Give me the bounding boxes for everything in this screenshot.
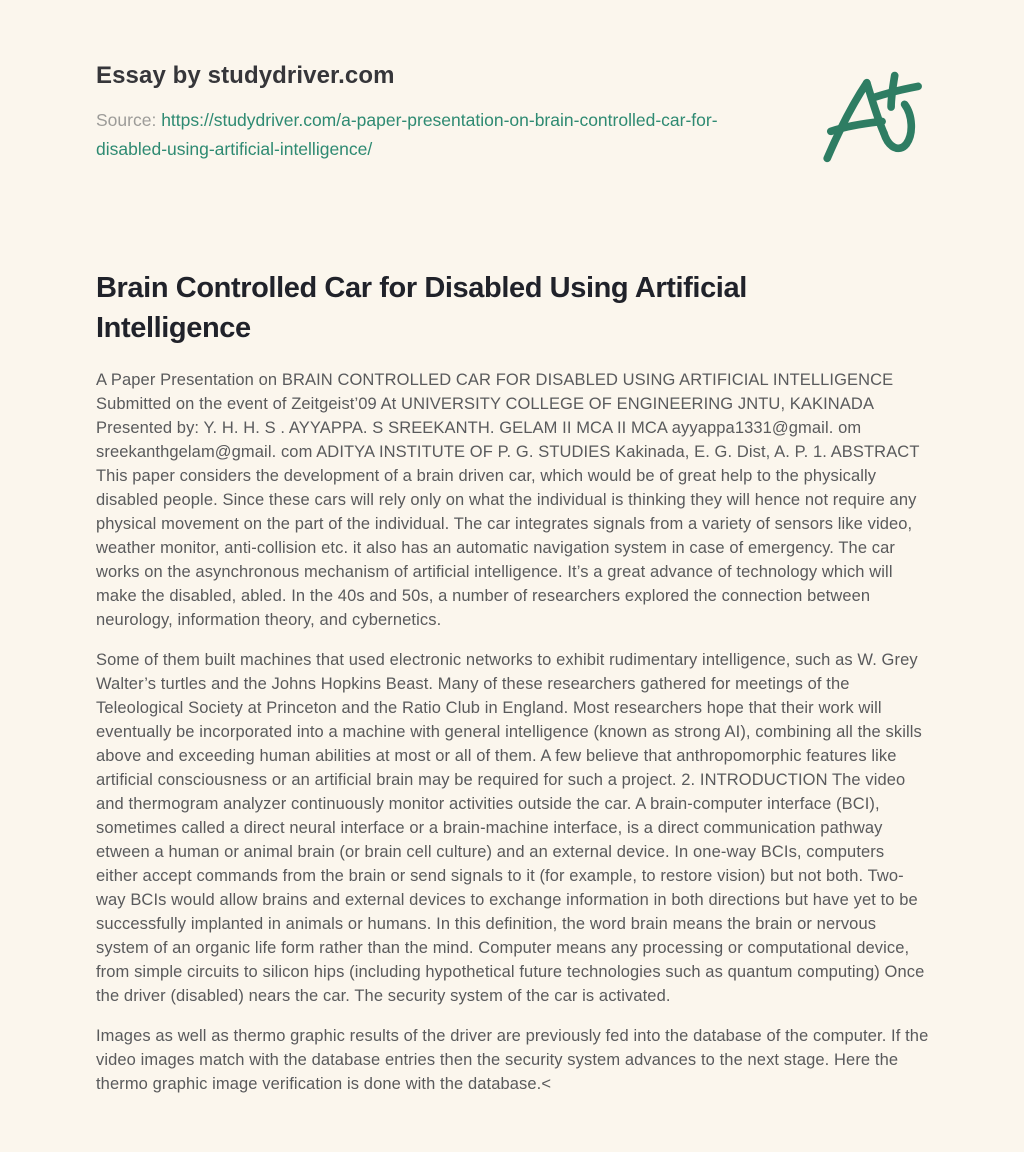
a-plus-logo-icon — [820, 62, 928, 180]
article-body — [96, 368, 930, 1096]
source-label: Source: — [96, 110, 157, 130]
header-text-block — [96, 62, 736, 164]
article-paragraph-3: Images as well as thermo graphic results of the driver are previously fed into the database of the computer. If the video images match with the database entries then the security system advances to the next stage. Here the thermo graphic image verification is done with the database.< — [96, 1027, 929, 1093]
article-title: Brain Controlled Car for Disabled Using Artificial Intelligence — [96, 272, 747, 344]
article-paragraph-1: A Paper Presentation on BRAIN CONTROLLED CAR FOR DISABLED USING ARTIFICIAL INTELLIGENCE Submitted on the event of Zeitgeist’09 At UNIVERSITY COLLEGE OF ENGINEERING JNTU, KAKINADA Presented by: Y. H. H. S . AYYAPPA. S SREEKANTH. GELAM II MCA II MCA ayyappa1331@gmail. om sreekanthgelam@gmail. com ADITYA INSTITUTE OF P. G. STUDIES Kakinada, E. G. Dist, A. P. 1. ABSTRACT This paper considers the development of a brain driven car, which would be of great help to the physically disabled people. Since these cars will rely only on what the individual is thinking they will hence not require any physical movement on the part of the individual. The car integrates signals from a variety of sensors like video, weather monitor, anti-collision etc. it also has an automatic navigation system in case of emergency. The car works on the asynchronous mechanism of artificial intelligence. It’s a great advance of technology which will make the disabled, abled. In the 40s and 50s, a number of researchers explored the connection between neurology, information theory, and cybernetics. — [96, 371, 920, 629]
page-title: Essay by studydriver.com — [96, 62, 395, 89]
article-paragraph-2: Some of them built machines that used electronic networks to exhibit rudimentary intelligence, such as W. Grey Walter’s turtles and the Johns Hopkins Beast. Many of these researchers gathered for meetings of the Teleological Society at Princeton and the Ratio Club in England. Most researchers hope that their work will eventually be incorporated into a machine with general intelligence (known as strong AI), combining all the skills above and exceeding human abilities at most or all of them. A few believe that anthropomorphic features like artificial consciousness or an artificial brain may be required for such a project. 2. INTRODUCTION The video and thermogram analyzer continuously monitor activities outside the car. A brain-computer interface (BCI), sometimes called a direct neural interface or a brain-machine interface, is a direct communication pathway etween a human or animal brain (or brain cell culture) and an external device. In one-way BCIs, computers either accept commands from the brain or send signals to it (for example, to restore vision) but not both. Two-way BCIs would allow brains and external devices to exchange information in both directions but have yet to be successfully implanted in animals or humans. In this definition, the word brain means the brain or nervous system of an organic life form rather than the mind. Computer means any processing or computational device, from simple circuits to silicon hips (including hypothetical future technologies such as quantum computing) Once the driver (disabled) nears the car. The security system of the car is activated. — [96, 651, 925, 1005]
source-link[interactable]: https://studydriver.com/a-paper-presentation-on-brain-controlled-car-for-disabled-using-artificial-intelligence/ — [96, 110, 718, 159]
page-header — [96, 62, 930, 180]
source-line — [96, 106, 736, 164]
